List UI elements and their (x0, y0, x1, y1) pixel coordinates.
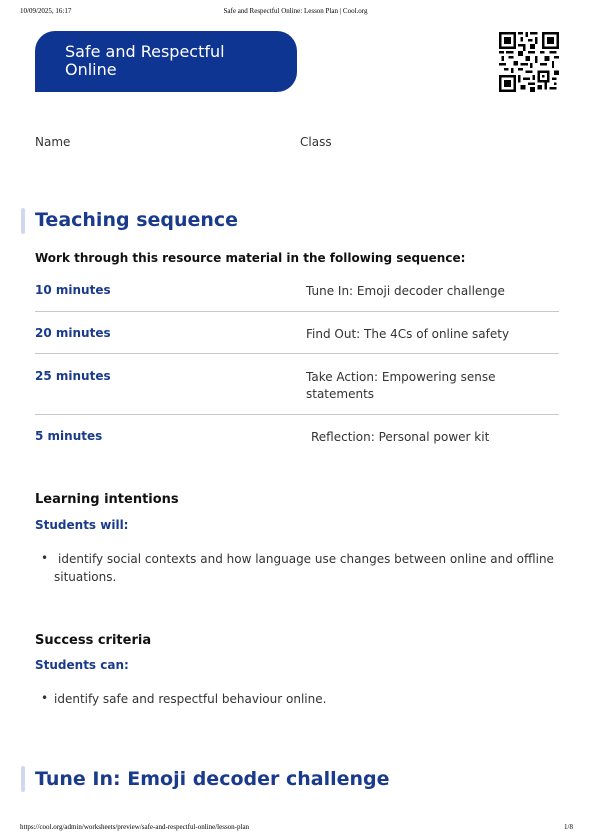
sequence-activity: Find Out: The 4Cs of online safety (306, 327, 510, 341)
lesson-title-line-1: Safe and Respectful (65, 42, 225, 61)
section-accent-bar (21, 208, 25, 234)
sequence-time: 5 minutes (35, 429, 103, 443)
print-footer-url: https://cool.org/admin/worksheets/preview/safe-and-respectful-online/lesson-plan (20, 823, 250, 831)
section-accent-bar (21, 766, 25, 792)
teaching-sequence-heading: Teaching sequence (35, 209, 239, 231)
learning-intention-item: identify social contexts and how language use changes between online and offline situations. (54, 552, 554, 584)
sequence-time: 25 minutes (35, 369, 111, 383)
bullet-dot: • (41, 691, 49, 705)
name-field-label: Name (35, 135, 71, 149)
row-divider (35, 353, 559, 354)
sequence-time: 20 minutes (35, 326, 111, 340)
qr-code-icon (499, 32, 559, 92)
class-field-label: Class (300, 135, 332, 149)
sequence-activity: Take Action: Empowering sense statements (306, 370, 496, 401)
sequence-activity: Tune In: Emoji decoder challenge (306, 284, 505, 298)
success-criteria-subheading: Students can: (35, 658, 129, 672)
print-page-title: Safe and Respectful Online: Lesson Plan | Cool.org (223, 7, 368, 15)
print-page-number: 1/8 (564, 823, 573, 831)
sequence-time: 10 minutes (35, 283, 111, 297)
success-criteria-item: identify safe and respectful behaviour online. (54, 692, 327, 706)
row-divider (35, 414, 559, 415)
print-datetime: 10/09/2025, 16:17 (20, 7, 72, 15)
row-divider (35, 311, 559, 312)
sequence-intro: Work through this resource material in the following sequence: (35, 251, 466, 265)
sequence-activity: Reflection: Personal power kit (311, 430, 490, 444)
bullet-dot: • (41, 551, 49, 565)
learning-intentions-subheading: Students will: (35, 518, 129, 532)
lesson-title-banner (35, 31, 297, 92)
tune-in-heading: Tune In: Emoji decoder challenge (35, 768, 390, 790)
learning-intentions-heading: Learning intentions (35, 492, 179, 507)
lesson-title-line-2: Online (65, 60, 117, 79)
success-criteria-heading: Success criteria (35, 633, 152, 648)
